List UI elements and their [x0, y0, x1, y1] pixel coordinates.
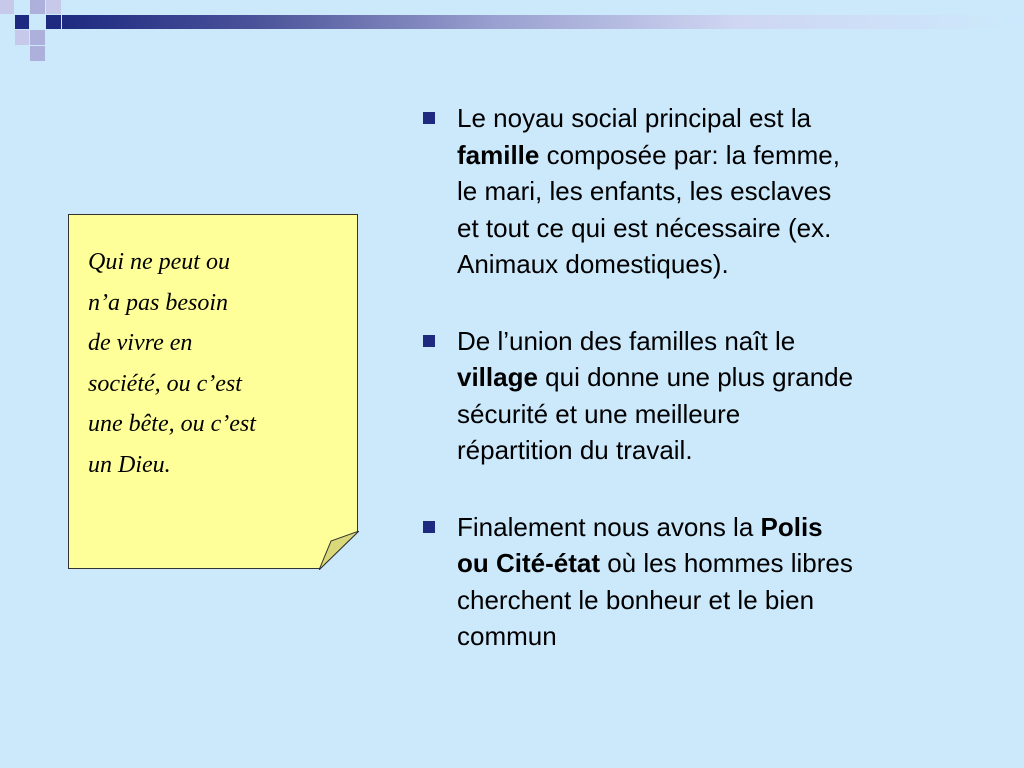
bullet-item: [420, 100, 1000, 283]
square-bullet-icon: [423, 335, 435, 347]
text: où les hommes libres: [600, 548, 853, 578]
note-line: société, ou c’est: [88, 370, 242, 397]
text: qui donne une plus grande: [537, 362, 854, 392]
note-quote: [88, 242, 338, 485]
square-bullet-icon: [423, 521, 435, 533]
bullet-line: [457, 323, 1000, 360]
text: sécurité et une meilleure: [457, 398, 741, 429]
text: composée par: la femme,: [539, 139, 840, 170]
bold-text: Polis: [760, 511, 823, 542]
note-line: Qui ne peut ou: [88, 249, 230, 275]
deco-square: [46, 15, 61, 29]
bold-text: ou Cité-état: [457, 548, 600, 578]
bullet-item: [420, 323, 1000, 469]
bullet-list: [420, 100, 1000, 695]
text: répartition du travail.: [457, 435, 693, 465]
bullet-line: [457, 359, 1000, 396]
text: commun: [457, 621, 557, 651]
text: Animaux domestiques).: [457, 249, 729, 279]
note-folded-corner: [319, 531, 359, 570]
bullet-line: [457, 137, 1000, 174]
text: Le noyau social principal est la: [457, 103, 812, 133]
text: cherchent le bonheur et le bien: [457, 584, 815, 615]
bullet-line: [457, 173, 1000, 210]
bullet-item: [420, 509, 1000, 655]
deco-square: [30, 30, 45, 45]
note-line: une bête, ou c’est: [88, 411, 256, 437]
deco-square: [15, 30, 29, 45]
deco-square: [30, 0, 45, 14]
bullet-line: [457, 396, 1000, 433]
deco-square: [0, 0, 14, 14]
bullet-line: [457, 618, 1000, 655]
bullet-line: [457, 582, 1000, 619]
text: De l’union des familles naît le: [457, 325, 796, 356]
bullet-line: [457, 246, 1000, 283]
header-gradient-bar: [62, 15, 1024, 29]
text: et tout ce qui est nécessaire (ex.: [457, 212, 832, 243]
note-line: de vivre en: [88, 330, 193, 356]
deco-square: [15, 15, 29, 29]
bold-text: famille: [457, 139, 540, 170]
note-line: n’a pas besoin: [88, 289, 228, 316]
bullet-line: [457, 210, 1000, 247]
text: le mari, les enfants, les esclaves: [457, 176, 832, 206]
bullet-line: [457, 509, 1000, 546]
bullet-line: [457, 432, 1000, 469]
square-bullet-icon: [423, 112, 435, 124]
deco-square: [30, 46, 45, 61]
bold-text: village: [457, 362, 538, 392]
bullet-line: [457, 100, 1000, 137]
note-line: un Dieu.: [88, 451, 171, 478]
bullet-line: [457, 545, 1000, 582]
text: Finalement nous avons la: [457, 511, 761, 542]
deco-square: [46, 0, 61, 14]
